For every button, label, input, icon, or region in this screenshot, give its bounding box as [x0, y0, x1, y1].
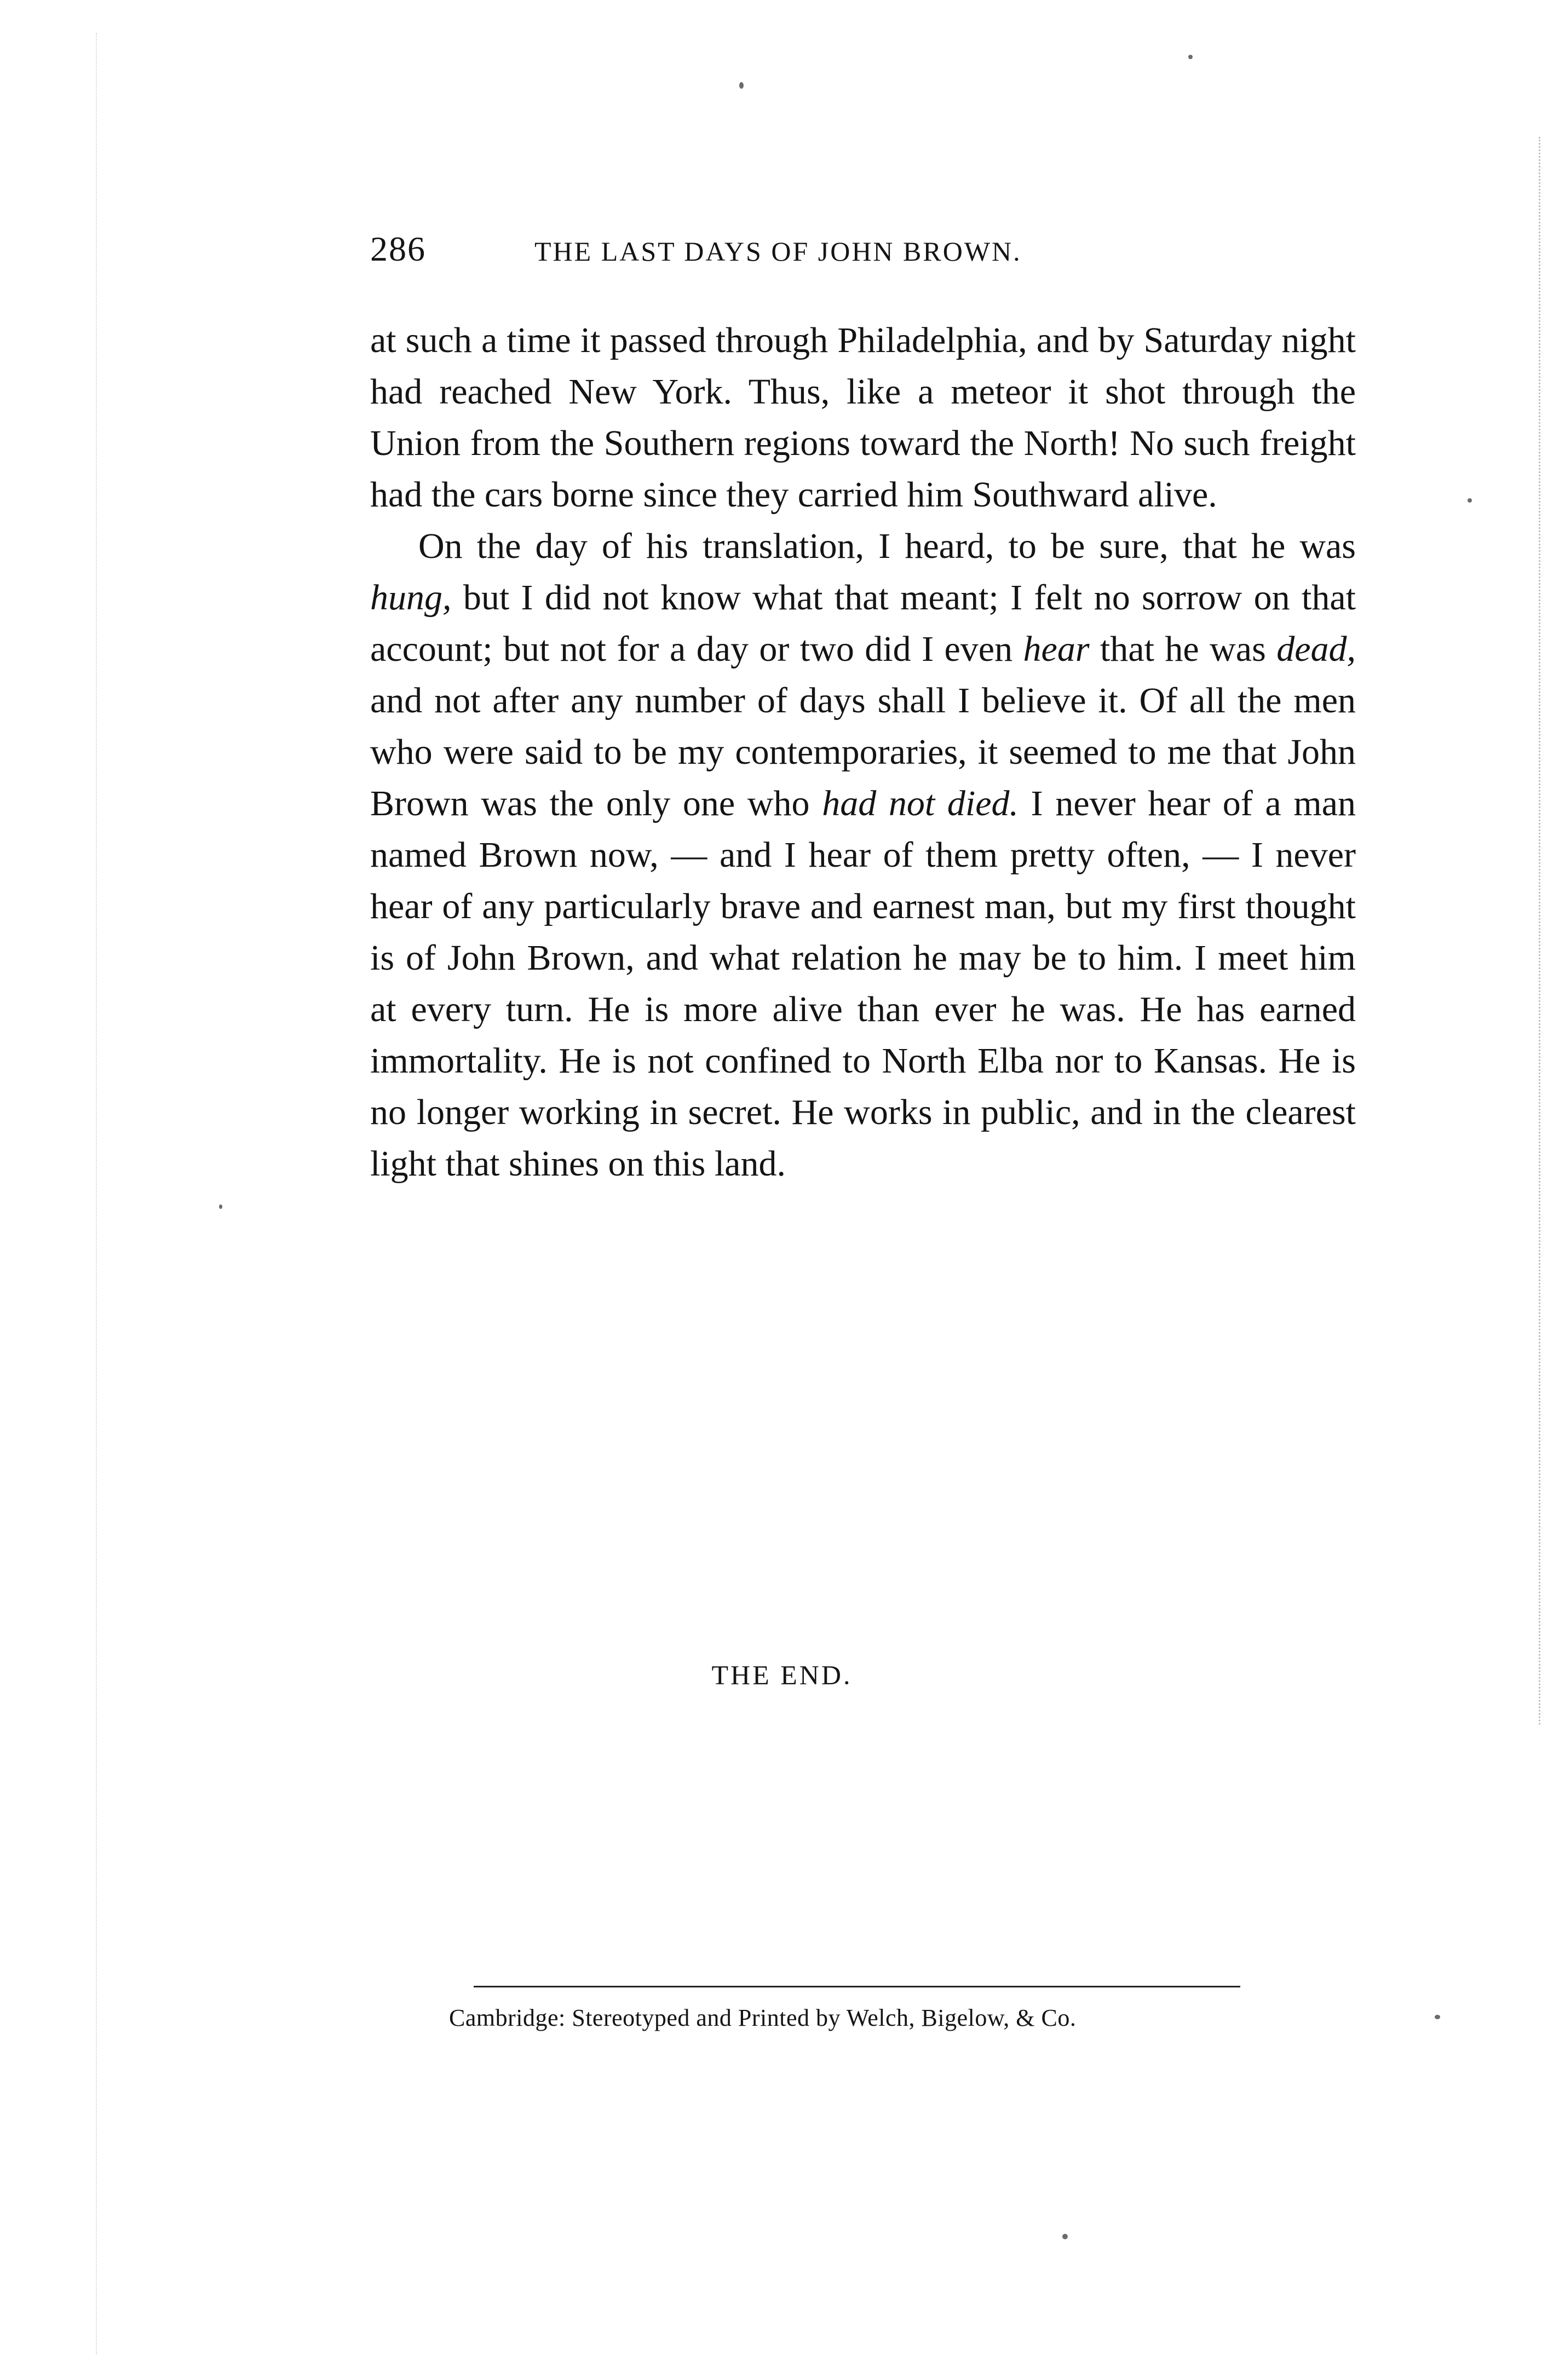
imprint-rule	[474, 1986, 1240, 1987]
text-run: that he was	[1089, 629, 1277, 669]
scan-edge-right	[1517, 137, 1540, 1725]
paragraph	[370, 521, 1356, 1190]
italic-text: hear	[1023, 629, 1090, 669]
text-run: and not after any number of days shall I believe it. Of all the men who were said to be my contemporaries, it seemed to me that John Brown was the only one who	[370, 681, 1356, 823]
text-run: but I did not know what that meant; I felt no sorrow on that account; but not for a day or two did I even	[370, 578, 1356, 669]
scan-edge-left	[96, 33, 119, 2354]
italic-text: dead,	[1276, 629, 1356, 669]
paragraph	[370, 315, 1356, 521]
italic-text: hung,	[370, 578, 452, 618]
text-run: at such a time it passed through Philadelphia, and by Saturday night had reached New York. Thus, like a meteor it shot through the Union from the Southern regions toward the North! No such freight had the cars borne since they carried him Southward alive.	[370, 320, 1356, 515]
running-title: THE LAST DAYS OF JOHN BROWN.	[534, 236, 1022, 267]
text-run: I never hear of a man named Brown now, — and I hear of them pretty often, — I never hear of any particularly brave and earnest man, but my first thought is of John Brown, and what relation he may be to him. I meet him at every turn. He is more alive than ever he was. He has earned immortality. He is not confined to North Elba nor to Kansas. He is no longer working in secret. He works in public, and in the clearest light that shines on this land.	[370, 783, 1356, 1184]
printer-imprint: Cambridge: Stereotyped and Printed by Welch, Bigelow, & Co.	[449, 2004, 1077, 2031]
text-run: On the day of his translation, I heard, to be sure, that he was	[418, 526, 1356, 566]
scan-speck	[1435, 2015, 1440, 2019]
scan-speck	[1062, 2234, 1068, 2239]
italic-text: had not died.	[822, 783, 1019, 823]
running-head	[370, 229, 1367, 278]
body-text	[370, 315, 1356, 1190]
scan-speck	[1468, 498, 1472, 503]
scan-speck	[219, 1205, 222, 1209]
scan-speck	[739, 82, 744, 89]
the-end-label: THE END.	[711, 1659, 853, 1690]
scan-speck	[1188, 55, 1193, 59]
page-number: 286	[370, 229, 426, 268]
